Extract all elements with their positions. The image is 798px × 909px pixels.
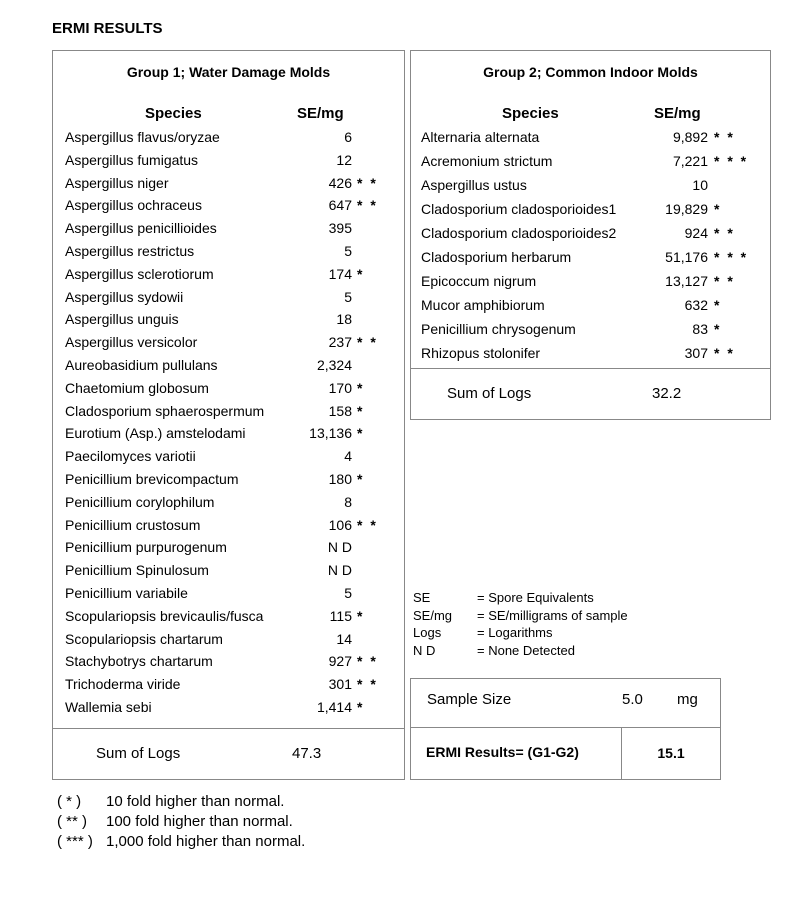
- species-name: Acremonium strictum: [421, 153, 553, 169]
- species-name: Chaetomium globosum: [65, 379, 209, 396]
- table-row: [65, 220, 397, 238]
- table-row: [65, 608, 397, 626]
- legend-abbr: N D: [413, 642, 436, 658]
- table-row: [65, 425, 397, 443]
- se-mg-value: 426: [328, 174, 352, 191]
- se-mg-value: 106: [328, 516, 352, 533]
- se-mg-value: 180: [328, 471, 352, 487]
- species-name: Paecilomyces variotii: [65, 448, 196, 465]
- group1-value-header: SE/mg: [297, 105, 344, 122]
- severity-flag: *: [357, 425, 365, 442]
- species-name: Aspergillus sydowii: [65, 288, 184, 305]
- table-row: [65, 699, 397, 717]
- footnote-mark: ( *** ): [57, 833, 93, 850]
- table-row: [421, 249, 754, 267]
- species-name: Aspergillus penicillioides: [65, 220, 217, 237]
- severity-flag: * * *: [714, 153, 749, 169]
- severity-flag: * *: [357, 197, 378, 214]
- severity-flag: * * *: [714, 249, 749, 265]
- se-mg-value: 174: [328, 265, 352, 282]
- group1-sum-label: Sum of Logs: [96, 745, 181, 762]
- page-title: ERMI RESULTS: [52, 20, 163, 37]
- se-mg-value: 924: [684, 225, 708, 241]
- severity-flag: *: [357, 265, 365, 282]
- group1-sum-value: 47.3: [292, 745, 322, 762]
- group2-value-header: SE/mg: [654, 105, 701, 122]
- se-mg-value: 4: [344, 448, 352, 465]
- group2-sum-label: Sum of Logs: [447, 385, 532, 402]
- table-row: [65, 517, 397, 535]
- species-name: Penicillium Spinulosum: [65, 562, 209, 579]
- group2-title: Group 2; Common Indoor Molds: [483, 64, 698, 80]
- se-mg-value: 5: [344, 585, 352, 601]
- group2-species-header: Species: [502, 105, 559, 122]
- table-row: [65, 334, 397, 352]
- se-mg-value: N D: [327, 562, 352, 579]
- severity-flag: *: [357, 379, 365, 396]
- se-mg-value: N D: [327, 539, 352, 556]
- se-mg-value: 632: [684, 297, 708, 313]
- species-name: Aspergillus fumigatus: [65, 151, 199, 168]
- table-row: [421, 153, 754, 171]
- species-name: Scopulariopsis brevicaulis/fusca: [65, 607, 264, 624]
- severity-flag: * *: [714, 273, 735, 289]
- species-name: Aspergillus unguis: [65, 311, 179, 328]
- severity-flag: * *: [357, 516, 378, 533]
- species-name: Aspergillus restrictus: [65, 243, 195, 259]
- footnote-mark: ( ** ): [57, 813, 87, 830]
- species-name: Aspergillus ustus: [421, 177, 527, 193]
- species-name: Aspergillus niger: [65, 174, 169, 191]
- species-name: Aureobasidium pullulans: [65, 357, 218, 373]
- table-row: [65, 676, 397, 694]
- se-mg-value: 10: [692, 177, 708, 193]
- group1-species-header: Species: [145, 105, 202, 122]
- legend-description: = Spore Equivalents: [477, 590, 594, 605]
- se-mg-value: 2,324: [316, 357, 352, 373]
- se-mg-value: 395: [328, 220, 352, 237]
- table-row: [421, 225, 754, 243]
- species-name: Aspergillus sclerotiorum: [65, 265, 214, 282]
- se-mg-value: 14: [336, 630, 352, 647]
- table-row: [65, 494, 397, 512]
- table-row: [421, 177, 754, 195]
- species-name: Penicillium purpurogenum: [65, 539, 227, 556]
- species-name: Aspergillus versicolor: [65, 334, 198, 351]
- se-mg-value: 170: [328, 379, 352, 396]
- group2-sum-value: 32.2: [652, 385, 682, 402]
- table-row: [65, 380, 397, 398]
- footnote-text: 1,000 fold higher than normal.: [106, 833, 306, 850]
- table-row: [65, 448, 397, 466]
- legend-description: = SE/milligrams of sample: [477, 607, 628, 623]
- species-name: Wallemia sebi: [65, 699, 152, 715]
- species-name: Scopulariopsis chartarum: [65, 630, 223, 647]
- species-name: Cladosporium sphaerospermum: [65, 402, 265, 419]
- species-name: Mucor amphibiorum: [421, 297, 545, 313]
- legend-abbr: Logs: [413, 625, 442, 640]
- se-mg-value: 12: [336, 151, 352, 168]
- species-name: Cladosporium cladosporioides2: [421, 225, 617, 241]
- table-row: [65, 289, 397, 307]
- table-row: [421, 297, 754, 315]
- severity-flag: * *: [714, 225, 735, 241]
- legend-description: = Logarithms: [477, 625, 553, 640]
- legend-abbr: SE: [413, 590, 431, 605]
- se-mg-value: 8: [344, 493, 352, 510]
- se-mg-value: 13,136: [309, 425, 352, 442]
- species-name: Penicillium chrysogenum: [421, 321, 576, 337]
- se-mg-value: 18: [336, 311, 352, 328]
- table-row: [421, 321, 754, 339]
- table-row: [65, 653, 397, 671]
- species-name: Trichoderma viride: [65, 676, 181, 693]
- table-row: [65, 243, 397, 261]
- se-mg-value: 7,221: [672, 153, 708, 169]
- footnote-text: 10 fold higher than normal.: [106, 793, 285, 810]
- legend-description: = None Detected: [477, 642, 575, 658]
- se-mg-value: 9,892: [672, 129, 708, 145]
- footnote-mark: ( * ): [57, 793, 82, 810]
- species-name: Penicillium variabile: [65, 585, 188, 601]
- severity-flag: *: [357, 402, 365, 419]
- se-mg-value: 6: [344, 129, 352, 145]
- se-mg-value: 51,176: [665, 249, 708, 265]
- severity-flag: *: [357, 471, 365, 487]
- species-name: Penicillium crustosum: [65, 516, 201, 533]
- species-name: Epicoccum nigrum: [421, 273, 537, 289]
- severity-flag: * *: [357, 174, 378, 191]
- severity-flag: * *: [714, 345, 735, 361]
- sample-size-label: Sample Size: [427, 691, 512, 708]
- table-row: [65, 562, 397, 580]
- table-row: [421, 273, 754, 291]
- group1-title: Group 1; Water Damage Molds: [126, 64, 331, 80]
- legend-abbr: SE/mg: [413, 607, 453, 623]
- footnote-text: 100 fold higher than normal.: [106, 813, 293, 830]
- severity-flag: *: [357, 699, 365, 715]
- species-name: Eurotium (Asp.) amstelodami: [65, 425, 246, 442]
- se-mg-value: 307: [684, 345, 708, 361]
- table-row: [65, 197, 397, 215]
- table-row: [65, 311, 397, 329]
- table-row: [65, 129, 397, 147]
- severity-flag: *: [714, 297, 722, 313]
- severity-flag: *: [714, 201, 722, 217]
- table-row: [65, 471, 397, 489]
- se-mg-value: 13,127: [665, 273, 708, 289]
- species-name: Stachybotrys chartarum: [65, 653, 213, 670]
- species-name: Penicillium corylophilum: [65, 493, 215, 510]
- table-row: [65, 539, 397, 557]
- se-mg-value: 301: [328, 676, 352, 693]
- table-row: [65, 585, 397, 603]
- se-mg-value: 158: [328, 402, 352, 419]
- severity-flag: * *: [357, 653, 378, 670]
- se-mg-value: 115: [329, 607, 352, 624]
- ermi-value: 15.1: [657, 745, 685, 761]
- species-name: Aspergillus ochraceus: [65, 197, 202, 214]
- severity-flag: * *: [357, 334, 378, 351]
- sample-size-value: 5.0: [622, 691, 643, 708]
- se-mg-value: 927: [328, 653, 352, 670]
- se-mg-value: 83: [692, 321, 708, 337]
- table-row: [65, 266, 397, 284]
- se-mg-value: 237: [328, 334, 352, 351]
- species-name: Aspergillus flavus/oryzae: [65, 129, 220, 145]
- table-row: [65, 175, 397, 193]
- species-name: Rhizopus stolonifer: [421, 345, 541, 361]
- ermi-label: ERMI Results= (G1-G2): [426, 744, 579, 760]
- se-mg-value: 19,829: [665, 201, 708, 217]
- table-row: [421, 129, 754, 147]
- table-row: [65, 357, 397, 375]
- table-row: [65, 403, 397, 421]
- table-row: [65, 631, 397, 649]
- se-mg-value: 1,414: [316, 699, 352, 715]
- sample-size-unit: mg: [677, 691, 698, 708]
- table-row: [421, 201, 754, 219]
- species-name: Alternaria alternata: [421, 129, 540, 145]
- severity-flag: *: [714, 321, 722, 337]
- se-mg-value: 647: [328, 197, 352, 214]
- species-name: Cladosporium herbarum: [421, 249, 572, 265]
- species-name: Cladosporium cladosporioides1: [421, 201, 617, 217]
- species-name: Penicillium brevicompactum: [65, 471, 239, 487]
- se-mg-value: 5: [344, 243, 352, 259]
- severity-flag: * *: [714, 129, 735, 145]
- severity-flag: * *: [357, 676, 378, 693]
- severity-flag: *: [357, 607, 365, 624]
- table-row: [421, 345, 754, 363]
- se-mg-value: 5: [344, 288, 352, 305]
- table-row: [65, 152, 397, 170]
